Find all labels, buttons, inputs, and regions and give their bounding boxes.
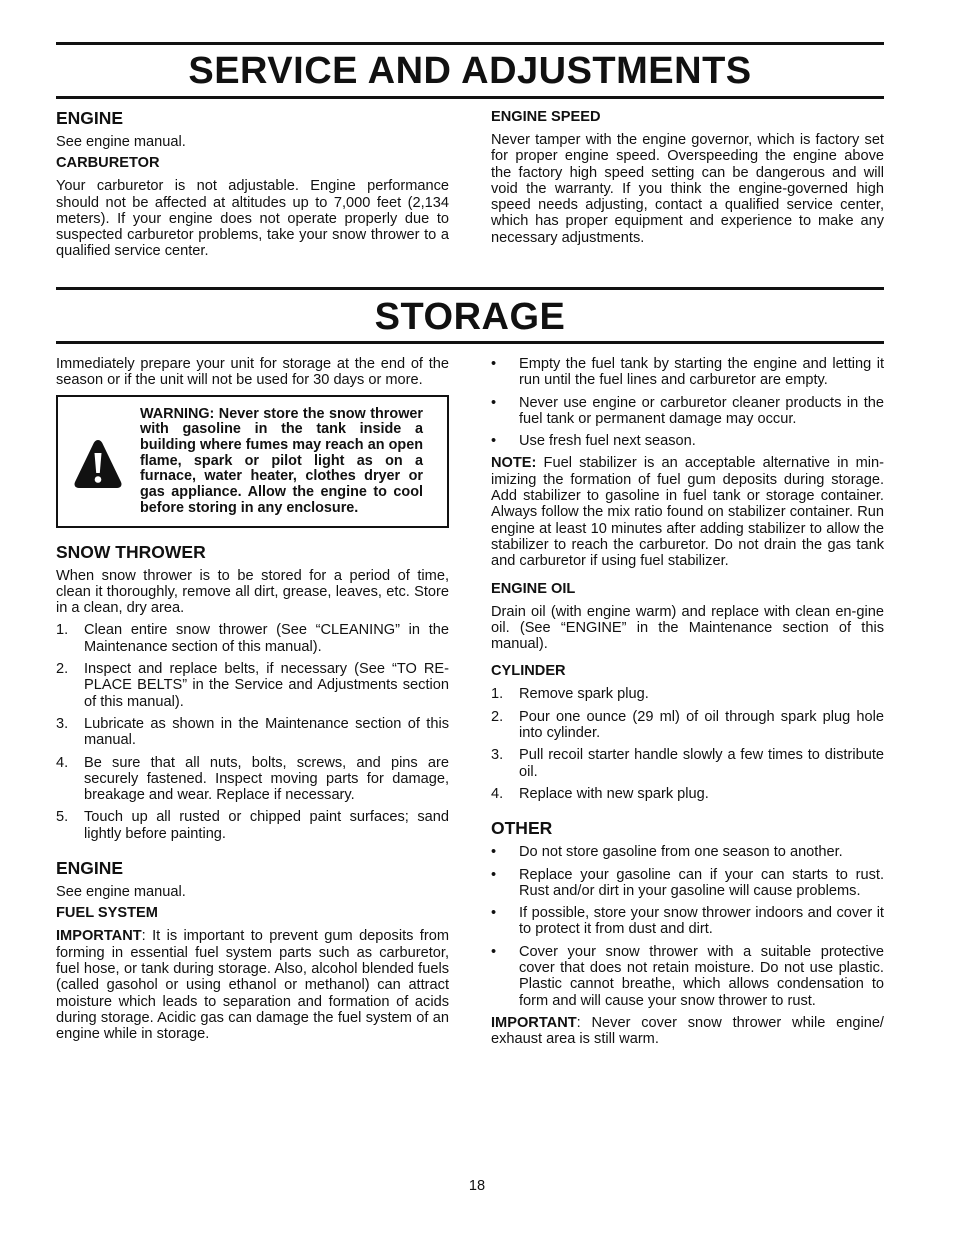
service-right-column [491,108,884,246]
list-item: • Do not store gasoline from one season to another. [491,844,843,861]
service-title: SERVICE AND ADJUSTMENTS [188,50,752,92]
list-item: • Use fresh fuel next season. [491,433,696,450]
list-item: 3. Pull recoil starter handle slowly a few times to distribute oil. [491,747,884,780]
storage-title-underline [56,341,884,344]
warning-triangle-icon [72,437,124,491]
final-important-text: IMPORTANT: Never cover snow thrower while engine/ exhaust area is still warm. [491,1014,884,1048]
engine-text: See engine manual. [56,134,186,150]
list-item: • Replace your gasoline can if your can starts to rust. Rust and/or dirt in your gasoline will cause problems. [491,866,884,899]
carburetor-heading: CARBURETOR [56,155,160,172]
list-item: 3. Lubricate as shown in the Maintenance section of this manual. [56,715,449,749]
engine-speed-text: Never tamper with the engine governor, which is factory set for proper engine speed. Overspeeding the engine above the factory high speed setting can be dangerous and will void the warranty. If you think the engine-governed high speed needs adjusting, contact a qualified service center, which has proper equipment and experience to make any necessary adjustments. [491,132,884,246]
engine-oil-heading: ENGINE OIL [491,580,576,597]
cylinder-steps [491,686,884,802]
carburetor-text: Your carburetor is not adjustable. Engine performance should not be affected at altitudes up to 7,000 feet (2,134 meters). If your engine does not operate properly due to suspected carburetor problems, take your snow thrower to a qualified service center. [56,178,449,260]
fuel-system-heading: FUEL SYSTEM [56,905,158,922]
storage-rule [56,287,884,290]
list-item: 2. Inspect and replace belts, if necessary (See “TO RE-PLACE BELTS” in the Service and Adjustments section of this manual). [56,661,449,710]
snow-thrower-steps [56,622,449,842]
warning-box [56,395,449,528]
list-item: 4. Be sure that all nuts, bolts, screws, and pins are securely fastened. Inspect moving parts for damage, breakage and wear. Replace if necessary. [56,754,449,804]
other-heading: OTHER [491,818,553,839]
list-item: • If possible, store your snow thrower indoors and cover it to protect it from dust and dirt. [491,905,884,938]
storage-intro: Immediately prepare your unit for storage at the end of the season or if the unit will not be used for 30 days or more. [56,356,449,389]
list-item: 2. Pour one ounce (29 ml) of oil through spark plug hole into cylinder. [491,708,884,742]
warning-text: WARNING: Never store the snow thrower with gasoline in the tank inside a building where fumes may reach an open flame, spark or pilot light as on a furnace, water heater, clothes dryer or gas appliance. Allow the engine to cool before storing in any enclosure. [140,405,423,516]
snow-thrower-text: When snow thrower is to be stored for a period of time, clean it thoroughly, remove all dirt, grease, leaves, etc. Store in a clean, dry area. [56,567,449,617]
note-text: NOTE: Fuel stabilizer is an acceptable alternative in min-imizing the formation of fuel gum deposits during storage. Add stabilizer to gasoline in fuel tank or storage container. Always follow the mix ratio found on stabilizer container. Run engine at least 10 minutes after adding stabilizer to allow the stabilizer to reach the carburetor. Do not drain the gas tank and carburetor if using fuel stabilizer. [491,455,884,570]
engine-speed-heading: ENGINE SPEED [491,109,601,125]
snow-thrower-heading: SNOW THROWER [56,541,206,562]
list-item: • Never use engine or carburetor cleaner products in the fuel tank or permanent damage may occur. [491,394,884,427]
fuel-bullets [491,356,884,449]
service-title-underline [56,96,884,99]
storage-engine-text: See engine manual. [56,884,186,901]
top-rule [56,42,884,45]
page-number: 18 [468,1178,486,1194]
list-item: • Cover your snow thrower with a suitable protective cover that does not retain moisture. Do not use plastic. Plastic cannot breathe, which allows condensation to form and will cause your snow thrower to rust. [491,943,884,1009]
engine-heading: ENGINE [56,108,124,128]
cylinder-heading: CYLINDER [491,663,566,680]
service-left-column [56,108,449,260]
other-bullets [491,844,884,1009]
list-item: 1. Clean entire snow thrower (See “CLEANING” in the Maintenance section of this manual). [56,622,449,655]
list-item: 4. Replace with new spark plug. [491,785,709,802]
engine-oil-text: Drain oil (with engine warm) and replace with clean en-gine oil. (See “ENGINE” in the Maintenance section of this manual). [491,603,884,653]
list-item: 5. Touch up all rusted or chipped paint surfaces; sand lightly before painting. [56,809,449,842]
storage-title: STORAGE [374,296,566,338]
storage-right-column [491,356,884,1048]
storage-left-column [56,356,449,1042]
list-item: • Empty the fuel tank by starting the engine and letting it run until the fuel lines and carburetor are empty. [491,356,884,389]
storage-engine-heading: ENGINE [56,858,124,879]
fuel-system-text: IMPORTANT: It is important to prevent gum deposits from forming in essential fuel system parts such as carburetor, fuel hose, or tank during storage. Also, alcohol blended fuels (called gasohol or using ethanol or methanol) can attract moisture which leads to separation and formation of acids during storage. Acidic gas can damage the fuel system of an engine while in storage. [56,928,449,1043]
list-item: 1. Remove spark plug. [491,686,649,703]
